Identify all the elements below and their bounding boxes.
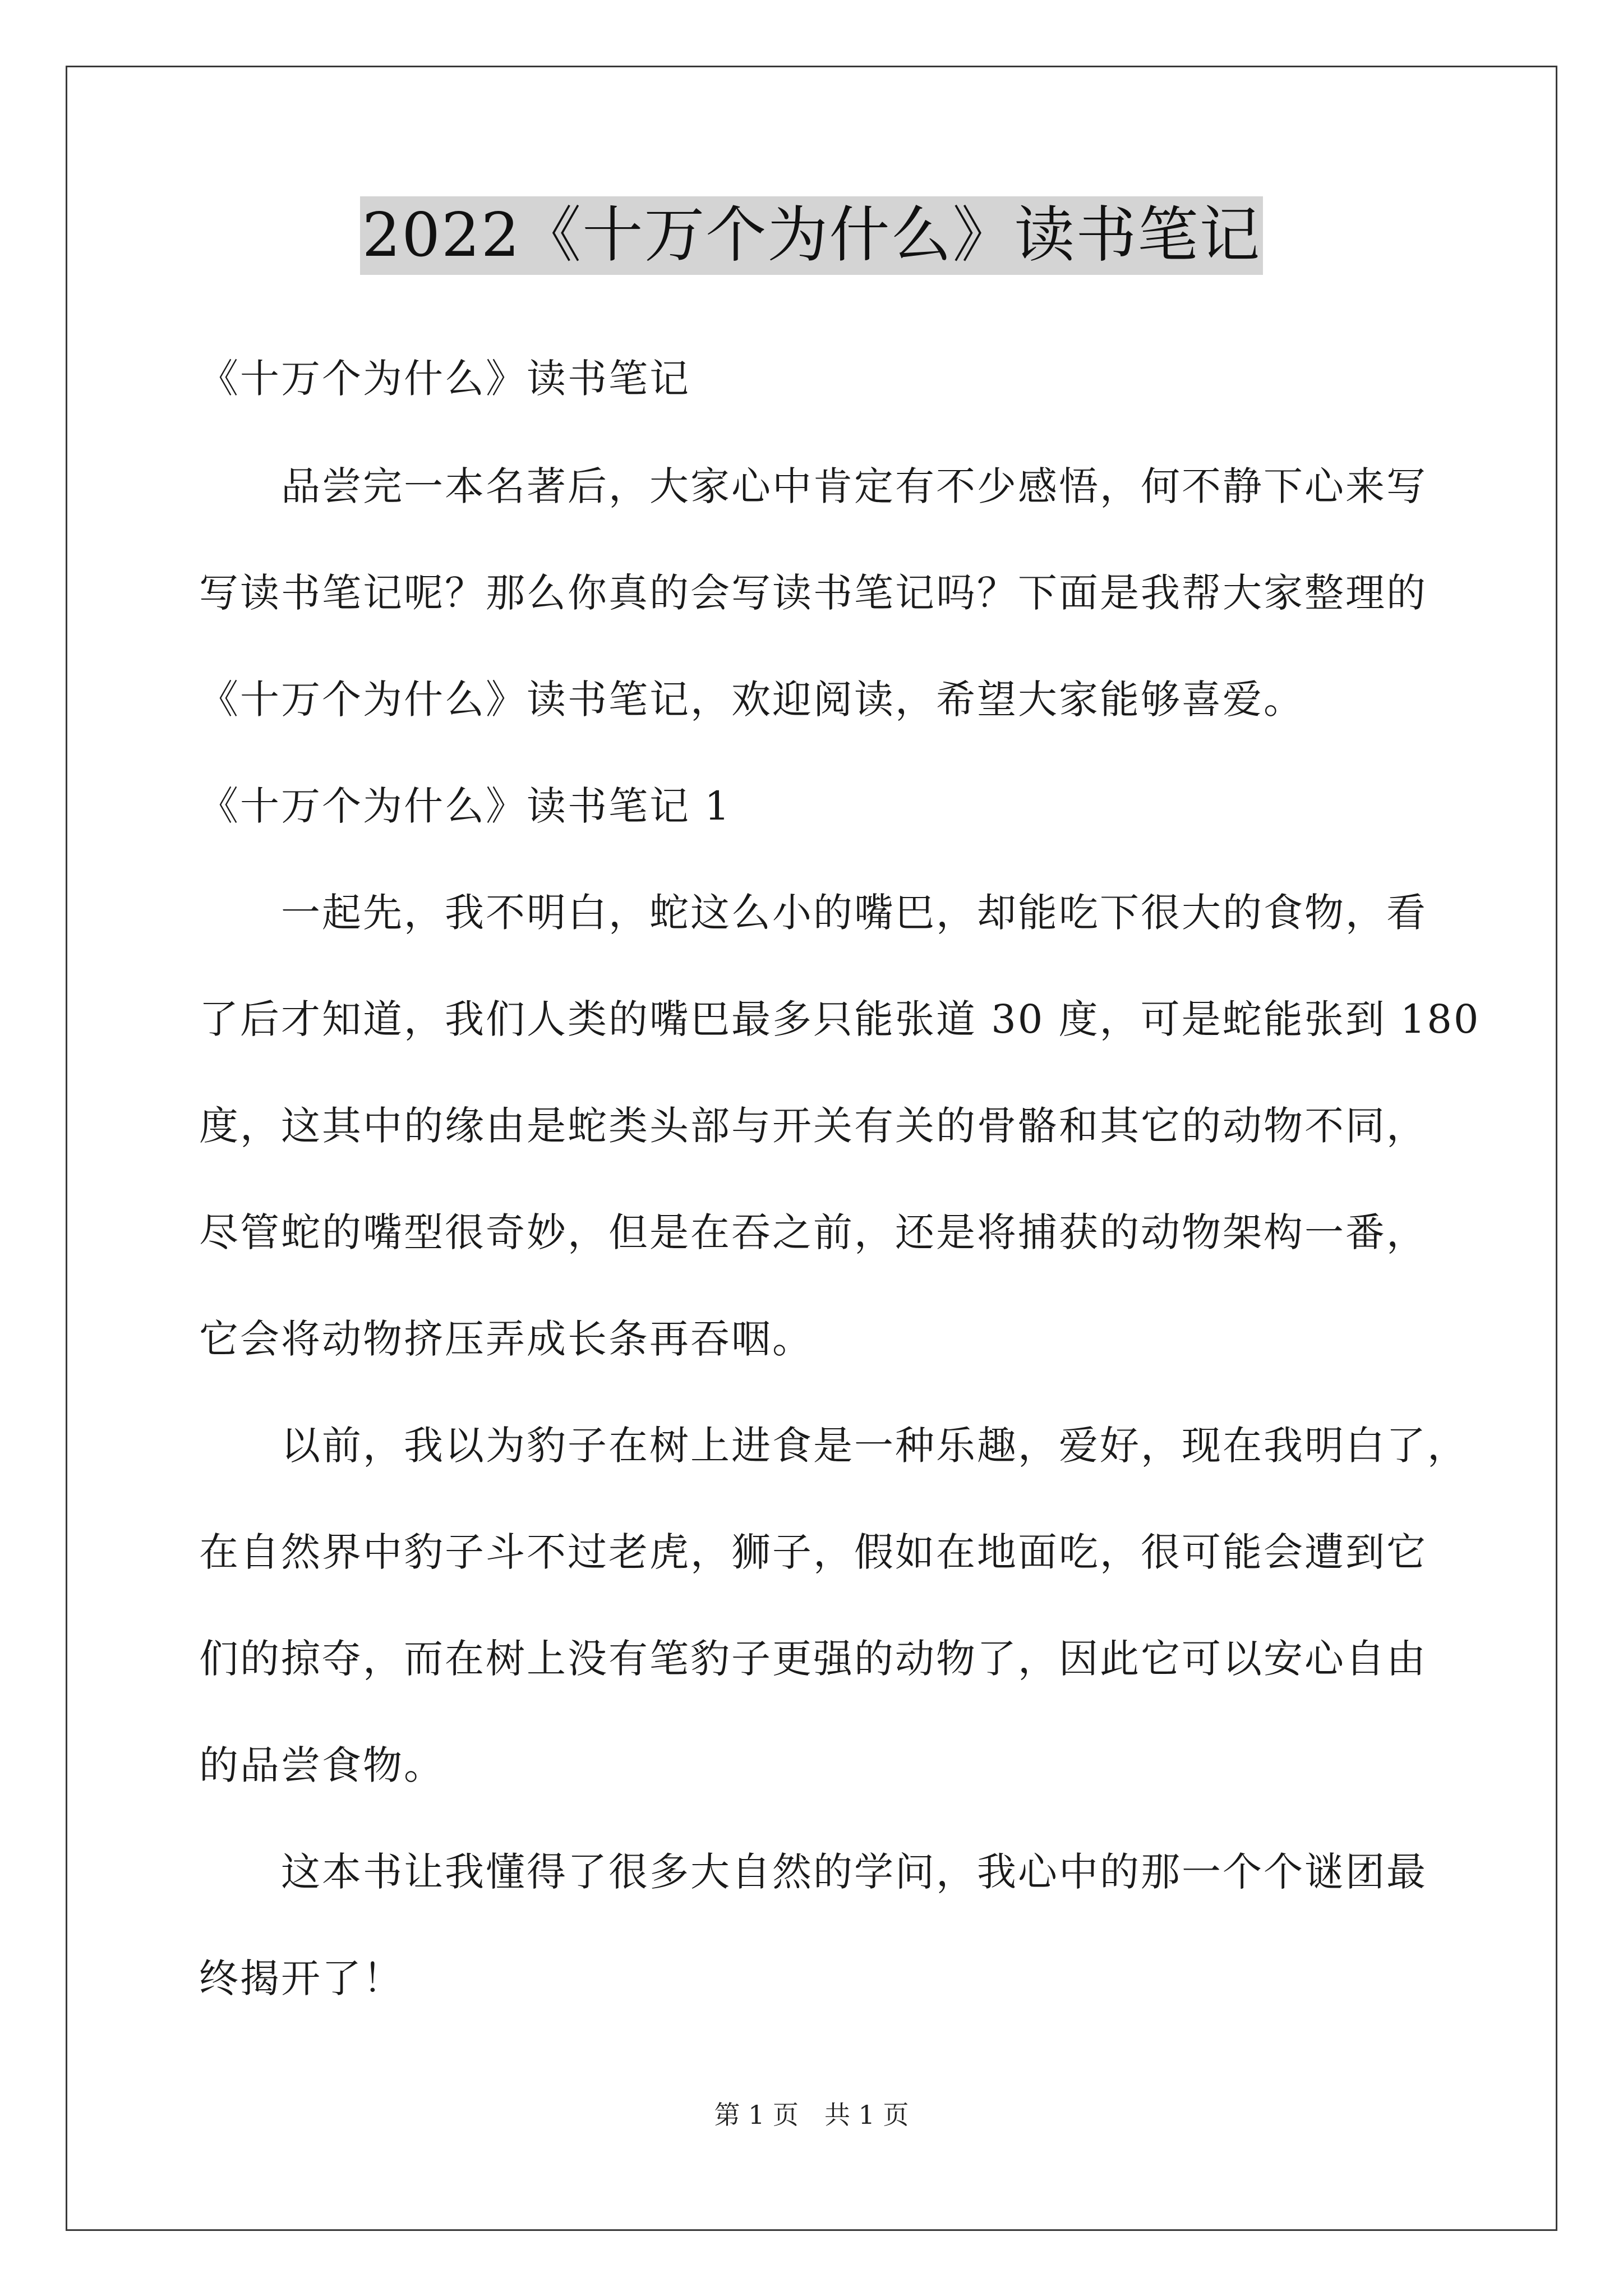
title-block [0, 196, 1623, 275]
text-line: 以前，我以为豹子在树上进食是一种乐趣，爱好，现在我明白了， [199, 1423, 1468, 1469]
text-line: 在自然界中豹子斗不过老虎，狮子，假如在地面吃，很可能会遭到它 [199, 1529, 1427, 1575]
text-line: 的品尝食物。 [199, 1742, 445, 1788]
text-line: 《十万个为什么》读书笔记，欢迎阅读，希望大家能够喜爱。 [199, 677, 1304, 723]
text-line: 写读书笔记呢？那么你真的会写读书笔记吗？下面是我帮大家整理的 [199, 570, 1427, 616]
text-line: 们的掠夺，而在树上没有笔豹子更强的动物了，因此它可以安心自由 [199, 1636, 1427, 1682]
text-line: 《十万个为什么》读书笔记 [199, 356, 690, 402]
page-footer: 第 1 页 共 1 页 [714, 2100, 909, 2130]
text-line: 这本书让我懂得了很多大自然的学问，我心中的那一个个谜团最 [199, 1849, 1427, 1895]
text-line: 尽管蛇的嘴型很奇妙，但是在吞之前，还是将捕获的动物架构一番， [199, 1209, 1427, 1255]
text-line: 品尝完一本名著后，大家心中肯定有不少感悟，何不静下心来写 [199, 463, 1427, 509]
text-line: 度，这其中的缘由是蛇类头部与开关有关的骨骼和其它的动物不同， [199, 1103, 1427, 1149]
text-line: 它会将动物挤压弄成长条再吞咽。 [199, 1316, 813, 1362]
document-title: 2022《十万个为什么》读书笔记 [360, 196, 1264, 275]
text-line: 终揭开了！ [199, 1955, 404, 2001]
text-line: 《十万个为什么》读书笔记 1 [199, 783, 731, 829]
text-line: 一起先，我不明白，蛇这么小的嘴巴，却能吃下很大的食物，看 [199, 890, 1427, 936]
text-line: 了后才知道，我们人类的嘴巴最多只能张道 30 度，可是蛇能张到 180 [199, 996, 1481, 1042]
